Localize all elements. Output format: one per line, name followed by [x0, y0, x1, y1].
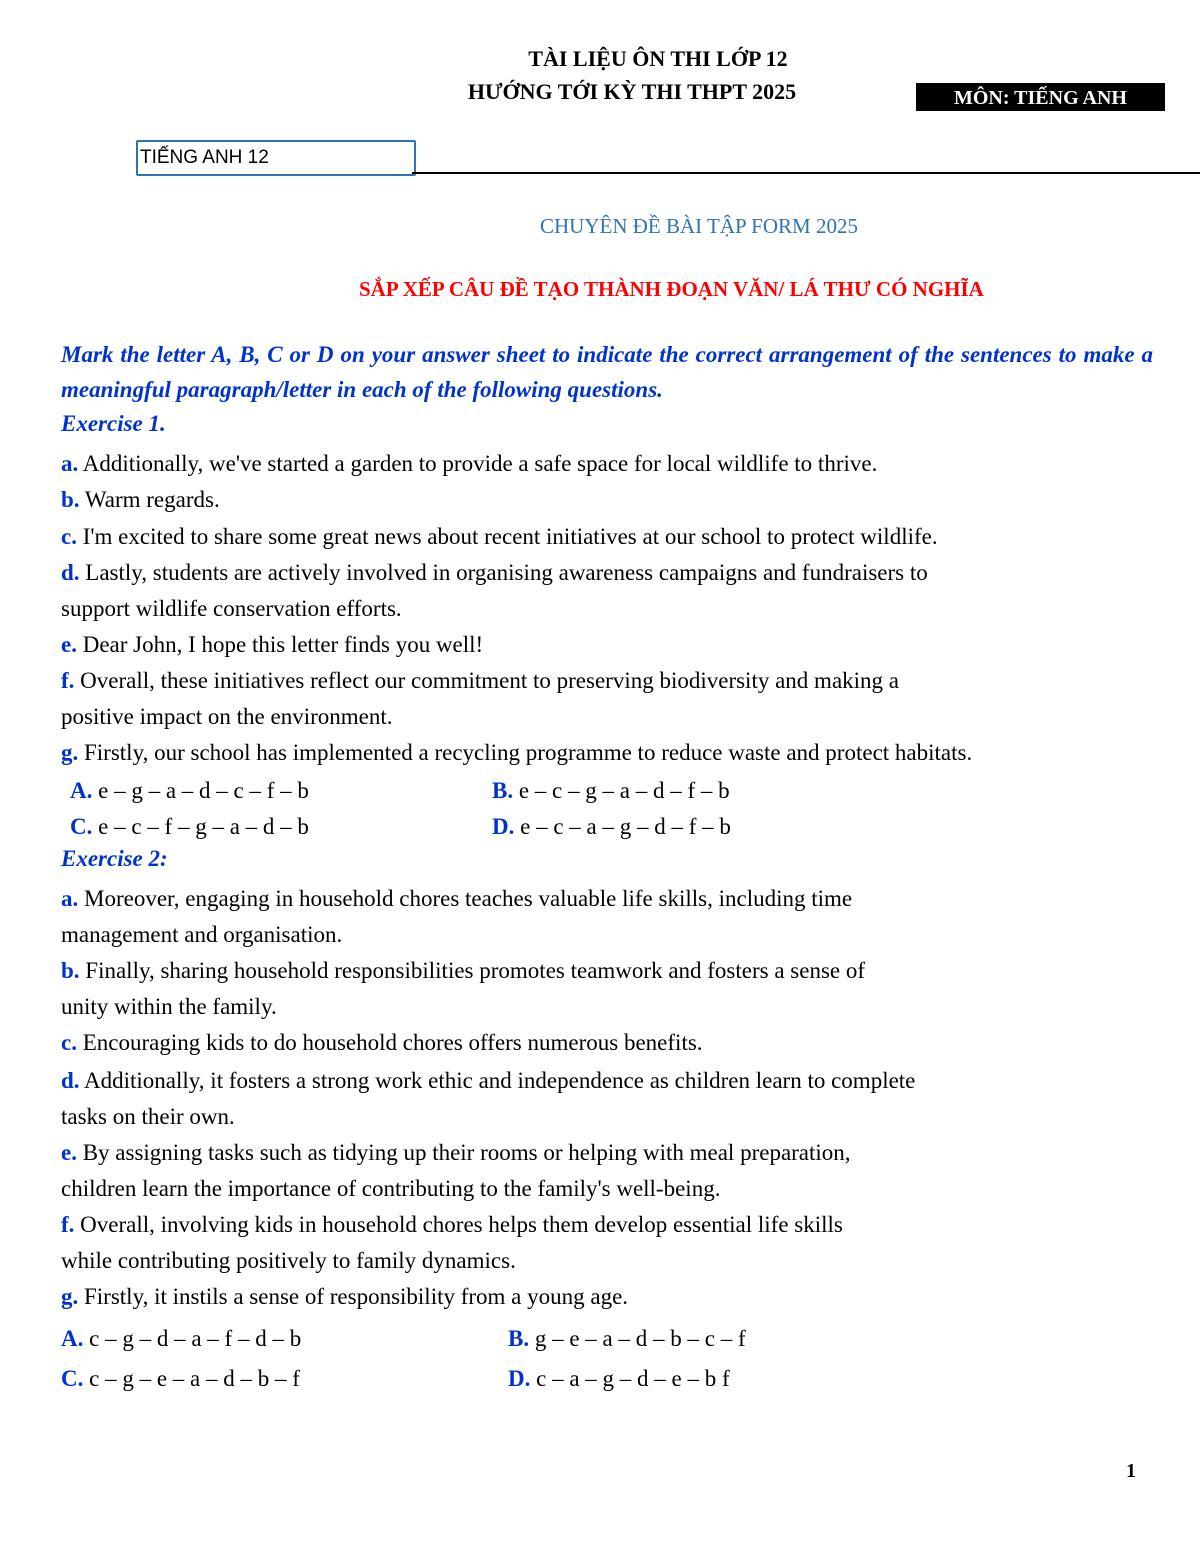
- option-text: e – g – a – d – c – f – b: [98, 778, 309, 803]
- item-text: Warm regards.: [84, 487, 220, 512]
- item-text-continued: while contributing positively to family dynamics.: [61, 1248, 516, 1273]
- option-text: g – e – a – d – b – c – f: [534, 1326, 746, 1351]
- item-text: Additionally, it fosters a strong work ethic and independence as children learn to complete: [84, 1068, 916, 1093]
- exercise-1-option-b[interactable]: [492, 773, 730, 809]
- exercise-2-option-b[interactable]: [508, 1321, 746, 1357]
- item-text: Overall, involving kids in household chores helps them develop essential life skills: [80, 1212, 843, 1237]
- subject-badge: MÔN: TIẾNG ANH: [916, 83, 1165, 111]
- exercise-2-item-c: [61, 1025, 703, 1061]
- item-text: Dear John, I hope this letter finds you well!: [82, 632, 484, 657]
- grade-tab: TIẾNG ANH 12: [136, 140, 416, 176]
- exercise-2-option-c[interactable]: [61, 1361, 300, 1397]
- exercise-1-item-g: [61, 735, 972, 771]
- item-letter: b.: [61, 487, 80, 512]
- exercise-2-option-d[interactable]: [508, 1361, 730, 1397]
- exercise-1-item-b: [61, 482, 220, 518]
- item-letter: a.: [61, 451, 79, 476]
- item-letter: f.: [61, 1212, 75, 1237]
- exercise-1-item-e: [61, 627, 483, 663]
- item-letter: d.: [61, 560, 80, 585]
- option-text: c – g – e – a – d – b – f: [89, 1366, 300, 1391]
- instruction-text: Mark the letter A, B, C or D on your answer sheet to indicate the correct arrangement of the sentences to make a meaningful paragraph/letter in each of the following questions.: [61, 342, 1153, 402]
- exercise-1-item-f: [61, 663, 899, 735]
- item-text: By assigning tasks such as tidying up their rooms or helping with meal preparation,: [82, 1140, 851, 1165]
- option-text: e – c – f – g – a – d – b: [98, 814, 309, 839]
- option-letter: D.: [508, 1366, 531, 1391]
- topic-heading: CHUYÊN ĐỀ BÀI TẬP FORM 2025: [540, 214, 858, 238]
- option-letter: D.: [492, 814, 515, 839]
- item-letter: g.: [61, 1284, 79, 1309]
- option-text: c – g – d – a – f – d – b: [89, 1326, 302, 1351]
- item-text: Moreover, engaging in household chores teaches valuable life skills, including time: [84, 886, 853, 911]
- option-text: e – c – g – a – d – f – b: [518, 778, 730, 803]
- item-letter: e.: [61, 632, 77, 657]
- document-title-line2: HƯỚNG TỚI KỲ THI THPT 2025: [467, 79, 797, 104]
- item-text: Overall, these initiatives reflect our commitment to preserving biodiversity and making a: [80, 668, 899, 693]
- exercise-1-title: Exercise 1.: [61, 411, 166, 436]
- exercise-1-item-a: [61, 446, 877, 482]
- item-letter: c.: [61, 524, 77, 549]
- document-title-line1: TÀI LIỆU ÔN THI LỚP 12: [528, 46, 788, 71]
- item-letter: b.: [61, 958, 80, 983]
- exercise-1-option-c[interactable]: [70, 809, 309, 845]
- item-text-continued: management and organisation.: [61, 922, 343, 947]
- option-letter: A.: [61, 1326, 84, 1351]
- item-text-continued: positive impact on the environment.: [61, 704, 393, 729]
- exercise-2-item-d: [61, 1063, 915, 1135]
- exercise-2-item-e: [61, 1135, 851, 1207]
- item-letter: a.: [61, 886, 79, 911]
- exercise-2-item-f: [61, 1207, 843, 1279]
- exercise-2-item-b: [61, 953, 865, 1025]
- option-letter: C.: [70, 814, 93, 839]
- exercise-1-option-a[interactable]: [70, 773, 309, 809]
- option-letter: A.: [70, 778, 93, 803]
- item-text: Firstly, it instils a sense of responsibility from a young age.: [84, 1284, 629, 1309]
- exercise-2-option-a[interactable]: [61, 1321, 301, 1357]
- exercise-1-item-c: [61, 519, 938, 555]
- exercise-1-item-d: [61, 555, 928, 627]
- item-text-continued: support wildlife conservation efforts.: [61, 596, 402, 621]
- item-text-continued: unity within the family.: [61, 994, 277, 1019]
- option-text: e – c – a – g – d – f – b: [520, 814, 731, 839]
- item-letter: g.: [61, 740, 79, 765]
- header-divider: [412, 172, 1200, 174]
- option-text: c – a – g – d – e – b f: [536, 1366, 730, 1391]
- item-text: Encouraging kids to do household chores offers numerous benefits.: [82, 1030, 703, 1055]
- option-letter: B.: [508, 1326, 530, 1351]
- subtopic-heading: SẮP XẾP CÂU ĐỀ TẠO THÀNH ĐOẠN VĂN/ LÁ THƯ CÓ NGHĨA: [359, 277, 984, 301]
- item-text-continued: children learn the importance of contributing to the family's well-being.: [61, 1176, 721, 1201]
- item-letter: c.: [61, 1030, 77, 1055]
- item-text: I'm excited to share some great news about recent initiatives at our school to protect wildlife.: [82, 524, 938, 549]
- item-letter: f.: [61, 668, 75, 693]
- exercise-2-item-g: [61, 1279, 628, 1315]
- item-text: Finally, sharing household responsibilities promotes teamwork and fosters a sense of: [85, 958, 866, 983]
- item-letter: e.: [61, 1140, 77, 1165]
- exercise-2-item-a: [61, 881, 852, 953]
- page-number: 1: [1126, 1460, 1136, 1482]
- item-letter: d.: [61, 1068, 80, 1093]
- item-text: Lastly, students are actively involved in organising awareness campaigns and fundraisers to: [85, 560, 928, 585]
- exercise-1-option-d[interactable]: [492, 809, 731, 845]
- item-text-continued: tasks on their own.: [61, 1104, 235, 1129]
- option-letter: B.: [492, 778, 514, 803]
- exercise-2-title: Exercise 2:: [61, 846, 168, 871]
- item-text: Additionally, we've started a garden to provide a safe space for local wildlife to thrive.: [82, 451, 878, 476]
- option-letter: C.: [61, 1366, 84, 1391]
- item-text: Firstly, our school has implemented a recycling programme to reduce waste and protect habitats.: [84, 740, 973, 765]
